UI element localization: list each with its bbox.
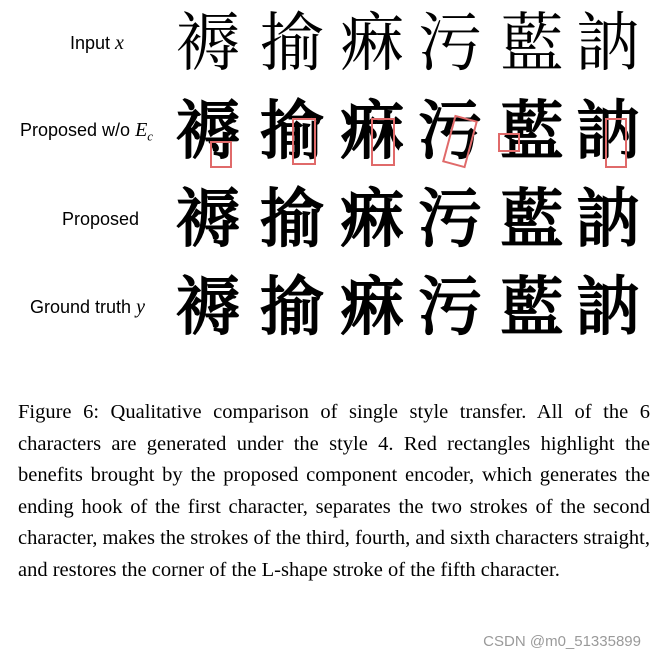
input-char-2: 揄 xyxy=(260,7,324,81)
row-label-input: Input x xyxy=(70,32,124,54)
proposed-char-4: 污 xyxy=(418,182,482,257)
highlight-box-char-3 xyxy=(371,118,395,166)
proposed-char-2: 揄 xyxy=(260,182,324,257)
ground-truth-char-5: 藍 xyxy=(500,270,564,345)
row-label-proposed-wo-ec: Proposed w/o $E_c$ xyxy=(20,119,154,144)
proposed-char-6: 訥 xyxy=(576,182,640,257)
wo-ec-char-6: 訥 xyxy=(576,94,640,169)
proposed-char-3: 痳 xyxy=(340,182,404,257)
highlight-box-char-2 xyxy=(292,118,316,165)
ground-truth-char-6: 訥 xyxy=(576,270,640,345)
figure-caption: Figure 6: Qualitative comparison of single style transfer. All of the 6 characters are generated under the style 4. Red rectangles highlight the benefits brought by the proposed component encoder, which generates the ending hook of the first character, separates the two strokes of the second character, makes the strokes of the third, fourth, and sixth characters straight, and restores the corner of the L-shape stroke of the fifth character. xyxy=(18,401,650,581)
highlight-box-char-6 xyxy=(605,118,627,168)
input-char-5: 藍 xyxy=(500,7,564,81)
wo-ec-char-5: 藍 xyxy=(500,94,564,169)
wo-ec-char-1: 褥 xyxy=(176,94,240,169)
wo-ec-char-3: 痳 xyxy=(340,94,404,169)
highlight-box-char-1 xyxy=(210,141,232,168)
csdn-watermark: CSDN @m0_51335899 xyxy=(483,633,641,650)
wo-ec-char-2: 揄 xyxy=(260,94,324,169)
ground-truth-char-3: 痳 xyxy=(340,270,404,345)
input-char-1: 褥 xyxy=(176,7,240,81)
wo-ec-char-4: 污 xyxy=(418,94,482,169)
proposed-char-5: 藍 xyxy=(500,182,564,257)
proposed-char-1: 褥 xyxy=(176,182,240,257)
input-char-6: 訥 xyxy=(576,7,640,81)
row-label-proposed: Proposed xyxy=(62,209,140,229)
input-char-4: 污 xyxy=(418,7,482,81)
highlight-box-char-5 xyxy=(498,133,520,152)
ground-truth-char-4: 污 xyxy=(418,270,482,345)
ground-truth-char-1: 褥 xyxy=(176,270,240,345)
row-label-ground-truth: Ground truth y xyxy=(30,296,145,318)
input-char-3: 痳 xyxy=(340,7,404,81)
ground-truth-char-2: 揄 xyxy=(260,270,324,345)
